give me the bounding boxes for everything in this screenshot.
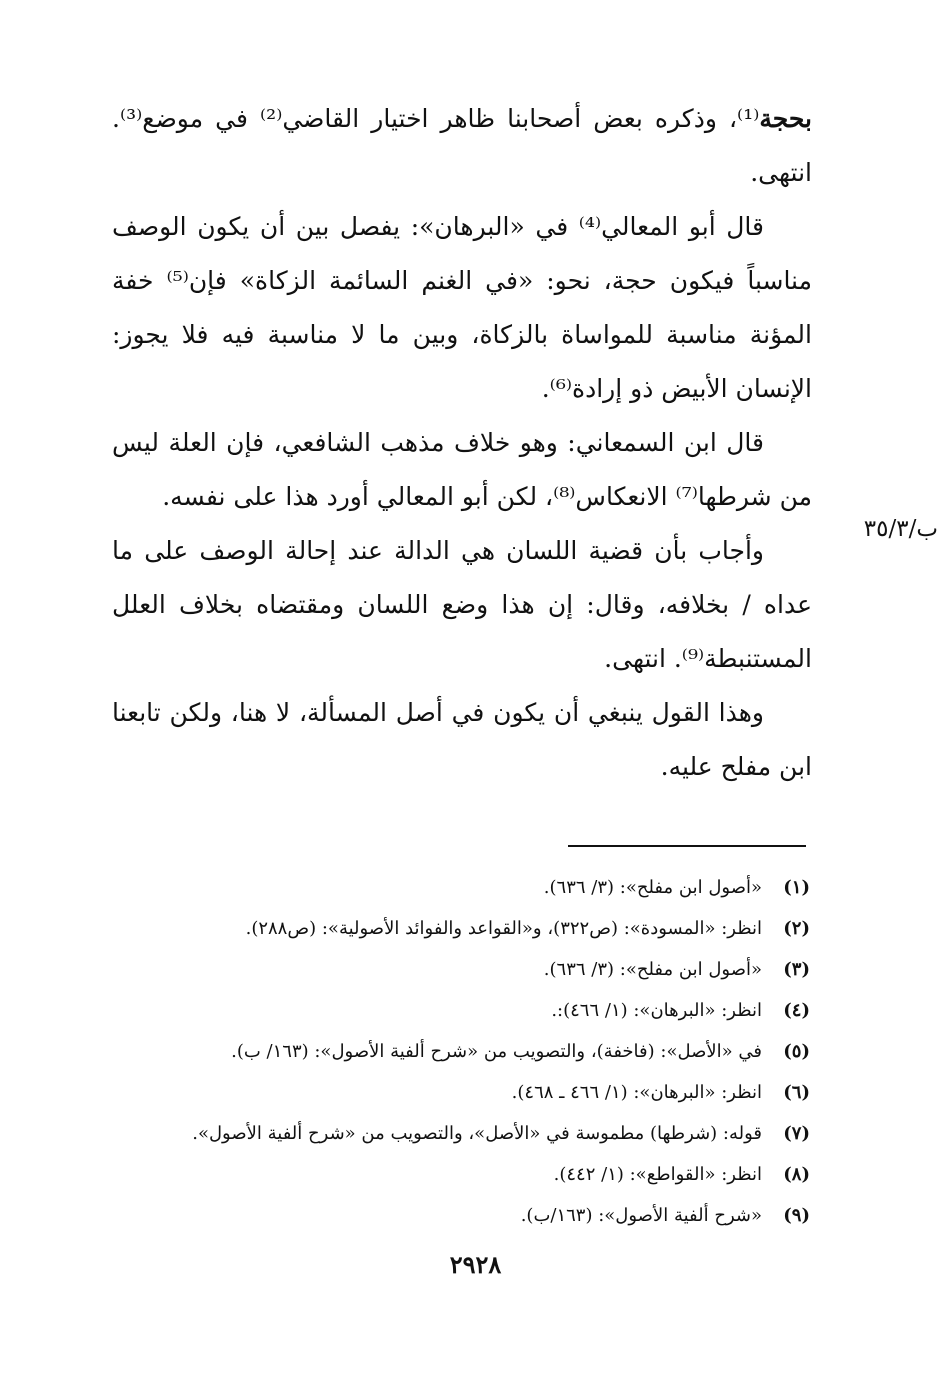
footnote-text: في «الأصل»: (فاخفة)، والتصويب من «شرح ألفية الأصول»: (١٦٣/ ب). xyxy=(231,1041,762,1062)
footnote-text: انظر: «القواطع»: (١/ ٤٤٢). xyxy=(553,1164,762,1185)
paragraph-text: ⁽¹⁾، وذكره بعض أصحابنا ظاهر اختيار القاضي⁽²⁾ في موضع⁽³⁾. انتهى. xyxy=(112,104,812,187)
footnote-text: «أصول ابن مفلح»: (٣/ ٦٣٦). xyxy=(543,959,762,980)
footnote-text: انظر: «البرهان»: (١/ ٤٦٦ ـ ٤٦٨). xyxy=(511,1082,762,1103)
footnote-3 xyxy=(150,949,810,990)
footnote-text: قوله: (شرطها) مطموسة في «الأصل»، والتصويب من «شرح ألفية الأصول». xyxy=(192,1123,762,1144)
footnote-1 xyxy=(150,867,810,908)
footnote-5 xyxy=(150,1031,810,1072)
manuscript-folio-marker: ب/٣٥/٣ xyxy=(863,516,938,542)
footnote-number: (٦) xyxy=(783,1082,810,1103)
footnote-2 xyxy=(150,908,810,949)
footnote-6 xyxy=(150,1072,810,1113)
footnote-text: «أصول ابن مفلح»: (٣/ ٦٣٦). xyxy=(543,877,762,898)
footnote-text: انظر: «البرهان»: (١/ ٤٦٦):. xyxy=(551,1000,762,1021)
footnote-number: (٢) xyxy=(783,918,810,939)
footnote-7 xyxy=(150,1113,810,1154)
paragraph-5 xyxy=(112,686,812,794)
paragraph-3 xyxy=(112,416,812,524)
footnote-8 xyxy=(150,1154,810,1195)
footnote-text: «شرح ألفية الأصول»: (١٦٣/ب). xyxy=(520,1205,762,1226)
main-text xyxy=(112,92,812,794)
paragraph-text: قال ابن السمعاني: وهو خلاف مذهب الشافعي، فإن العلة ليس من شرطها⁽⁷⁾ الانعكاس⁽⁸⁾، لكن أبو المعالي أورد هذا على نفسه. xyxy=(112,428,812,511)
footnote-number: (٧) xyxy=(783,1123,810,1144)
page-number: ٢٩٢٨ xyxy=(449,1250,502,1279)
paragraph-text: قال أبو المعالي⁽⁴⁾ في «البرهان»: يفصل بين أن يكون الوصف مناسباً فيكون حجة، نحو: «في الغنم السائمة الزكاة» فإن⁽⁵⁾ خفة المؤنة مناسبة للمواساة بالزكاة، وبين ما لا مناسبة فيه فلا يجوز: الإنسان الأبيض ذو إرادة⁽⁶⁾. xyxy=(112,212,812,403)
footnote-number: (١) xyxy=(783,877,810,898)
paragraph-4 xyxy=(112,524,812,686)
paragraph-lead-word: بحجة xyxy=(759,104,812,133)
footnote-number: (٣) xyxy=(783,959,810,980)
paragraph-text: وأجاب بأن قضية اللسان هي الدالة عند إحالة الوصف على ما عداه / بخلافه، وقال: إن هذا وضع اللسان ومقتضاه بخلاف العلل المستنبطة⁽⁹⁾. انتهى. xyxy=(112,536,812,673)
footnote-number: (٩) xyxy=(783,1205,810,1226)
paragraph-2 xyxy=(112,200,812,416)
footnote-text: انظر: «المسودة»: (ص٣٢٢)، و«القواعد والفوائد الأصولية»: (ص٢٨٨). xyxy=(245,918,762,939)
paragraph-text: وهذا القول ينبغي أن يكون في أصل المسألة، لا هنا، ولكن تابعنا ابن مفلح عليه. xyxy=(112,698,812,781)
footnote-4 xyxy=(150,990,810,1031)
footnote-number: (٤) xyxy=(783,1000,810,1021)
footnote-number: (٨) xyxy=(783,1164,810,1185)
footnotes xyxy=(150,867,810,1236)
footnote-number: (٥) xyxy=(783,1041,810,1062)
footnote-separator xyxy=(568,845,806,847)
footnote-9 xyxy=(150,1195,810,1236)
paragraph-1 xyxy=(112,92,812,200)
